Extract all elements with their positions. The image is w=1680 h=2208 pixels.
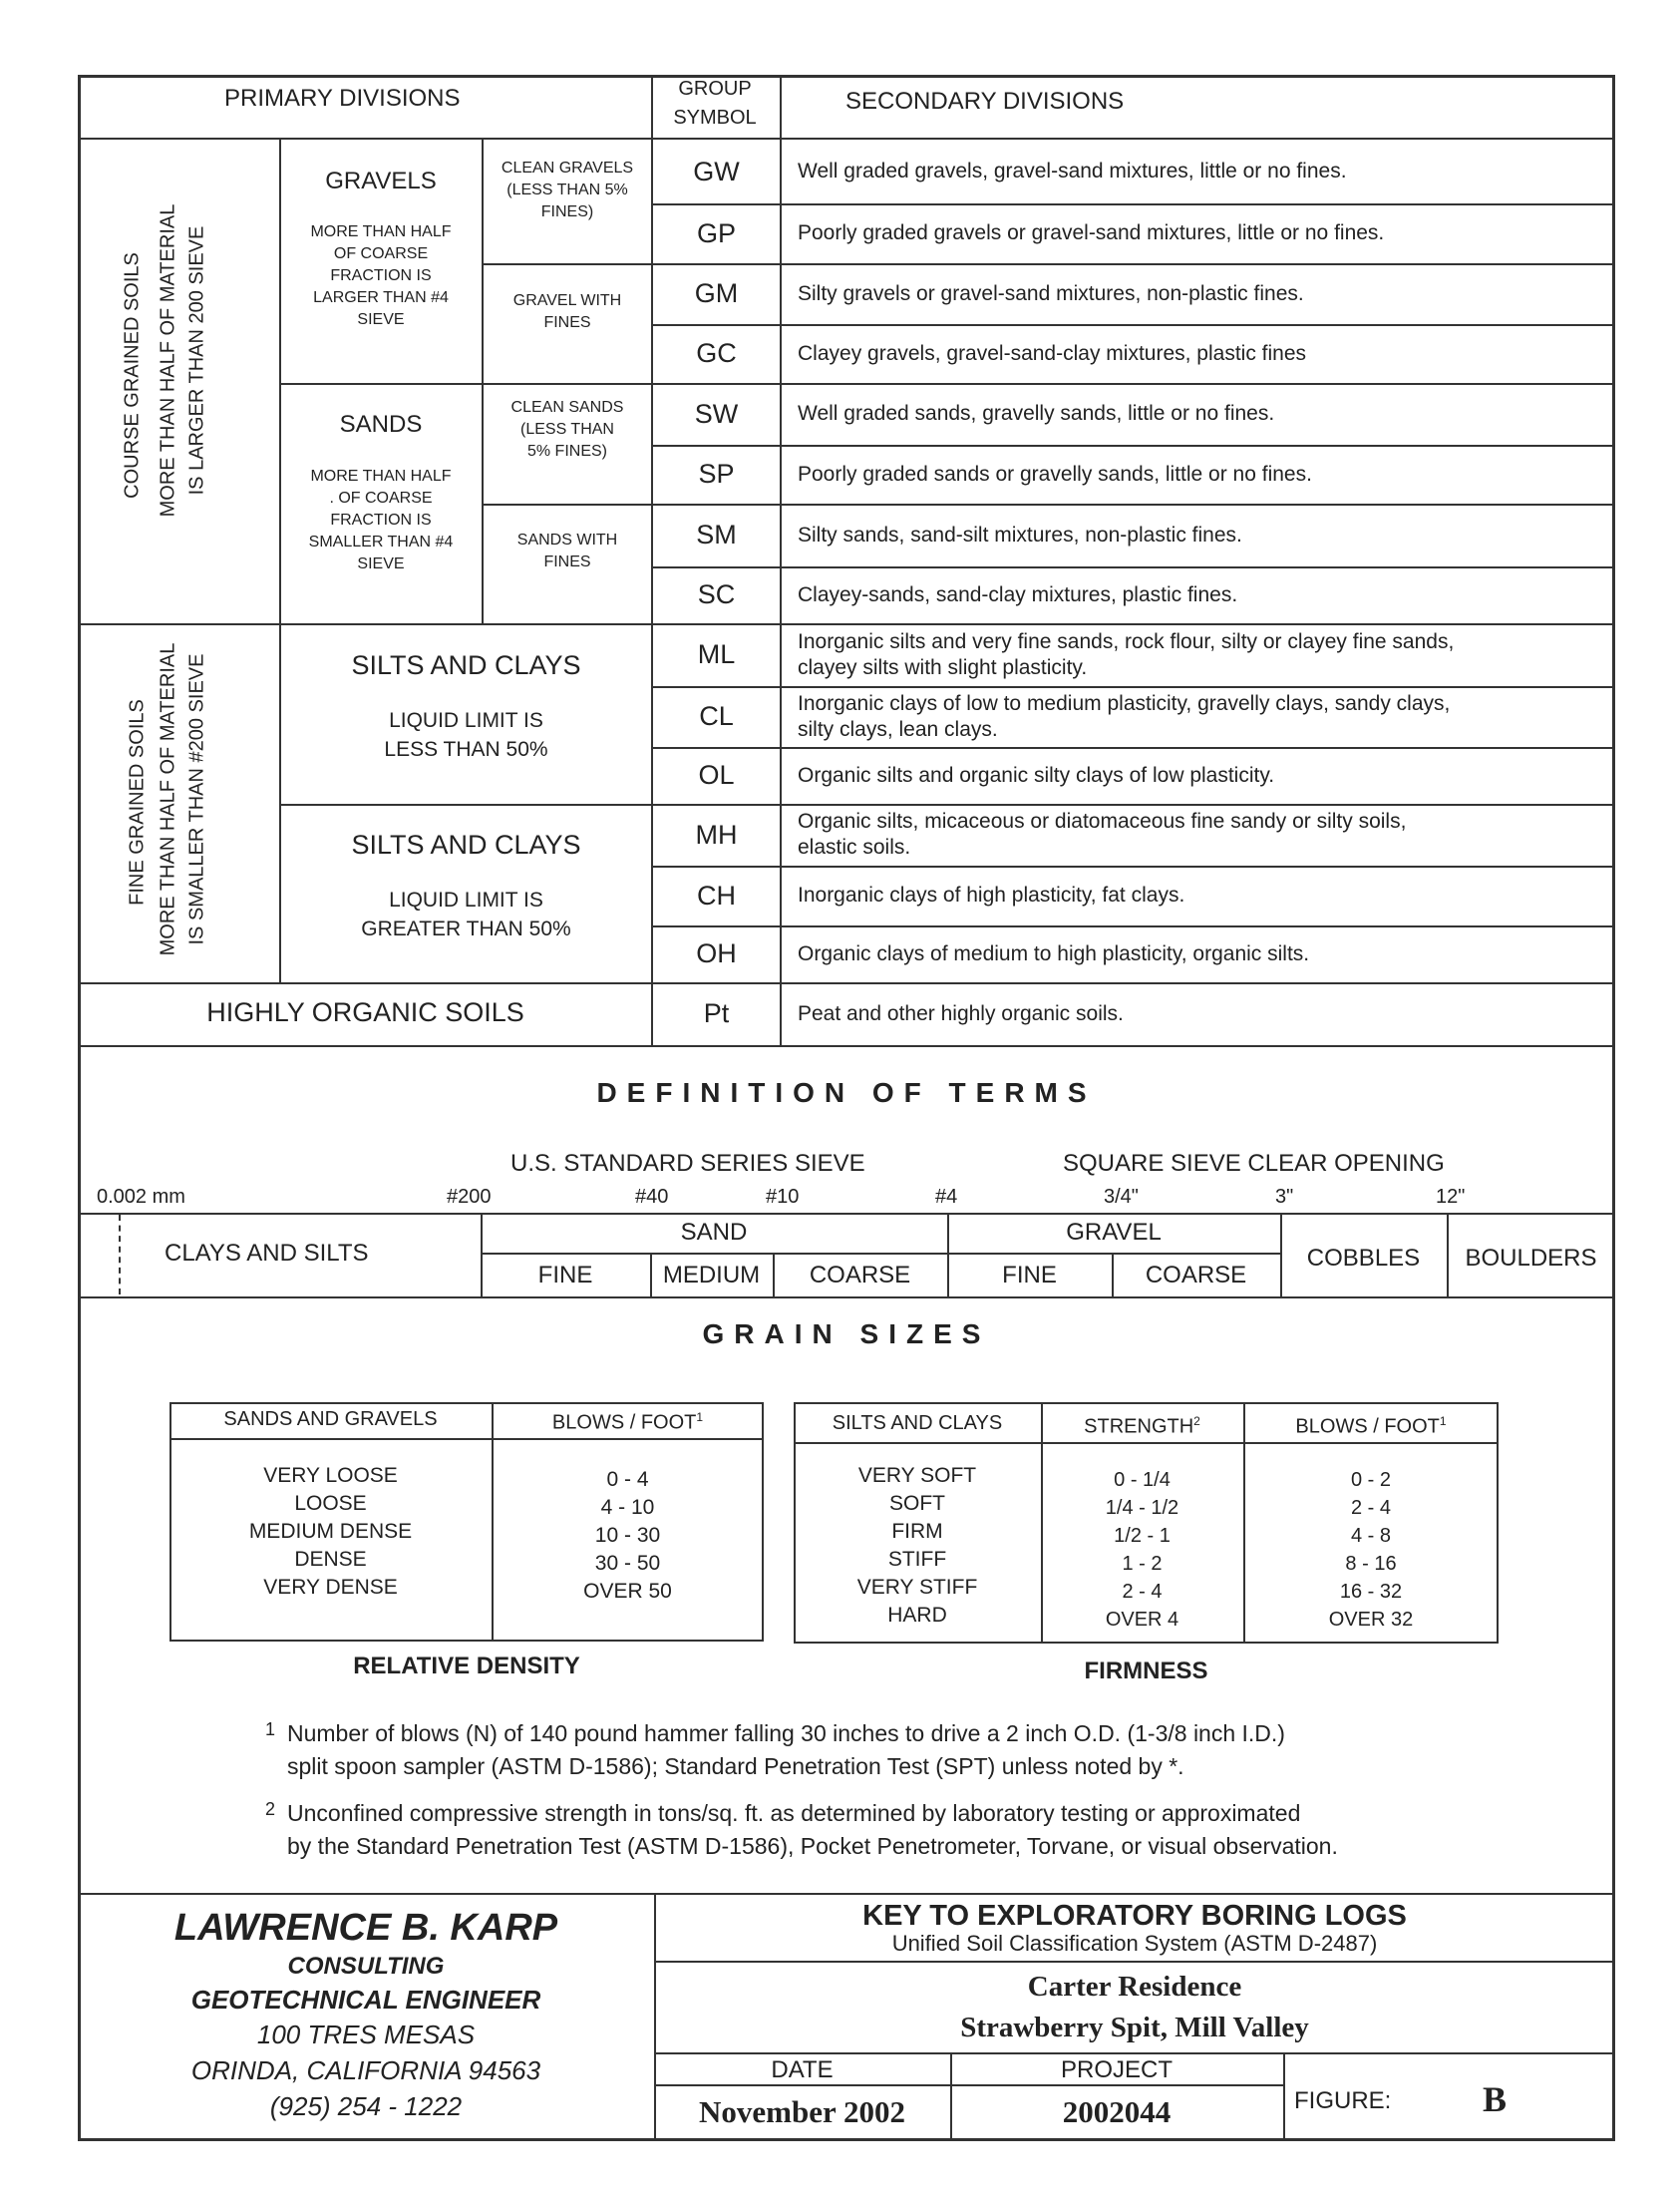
engineer-address: 100 TRES MESAS	[256, 2020, 476, 2049]
coarse-sub-1: MORE THAN HALF OF MATERIAL	[157, 203, 179, 518]
gravel-fine: FINE	[1002, 1262, 1057, 1288]
secondary-division-desc: Organic silts, micaceous or diatomaceous fine sandy or silty soils, elastic soils.	[798, 810, 1407, 859]
boulders-label: BOULDERS	[1465, 1245, 1597, 1272]
date-label: DATE	[771, 2056, 834, 2083]
project-label: PROJECT	[1060, 2056, 1173, 2083]
secondary-division-desc: Inorganic clays of high plasticity, fat clays.	[798, 884, 1185, 907]
firmness-header-strength: STRENGTH$^2$	[1084, 1414, 1200, 1438]
clean-gravels: CLEAN GRAVELS (LESS THAN 5% FINES)	[501, 160, 634, 220]
group-symbol: Pt	[703, 998, 730, 1028]
footnote-2: 2 Unconfined compressive strength in tons/sq. ft. as determined by laboratory testing or approximated by the Standard Penetration Test (ASTM D-1586), Pocket Penetrometer, Torvane, or visual observation.	[265, 1799, 1338, 1859]
engineer-block	[80, 1905, 652, 2124]
firmness-header-blows: BLOWS / FOOT$^1$	[1295, 1414, 1447, 1438]
fine-sub-1: MORE THAN HALF OF MATERIAL	[157, 642, 179, 956]
coarse-grained-label: COURSE GRAINED SOILS	[121, 252, 144, 499]
gravel-label: GRAVEL	[1066, 1219, 1162, 1246]
group-symbol-header-1: GROUP	[678, 78, 752, 100]
group-symbol: MH	[695, 820, 738, 850]
firmness-labels: VERY SOFT SOFT FIRM STIFF VERY STIFF HARD	[856, 1464, 978, 1627]
highly-organic-soils: HIGHLY ORGANIC SOILS	[206, 997, 524, 1027]
sand-fine: FINE	[537, 1262, 593, 1288]
group-symbol-header-2: SYMBOL	[673, 107, 757, 129]
secondary-division-desc: Clayey gravels, gravel-sand-clay mixtures, plastic fines	[798, 342, 1307, 365]
group-symbol: GC	[696, 338, 737, 368]
project-name: Carter Residence	[1027, 1971, 1242, 2003]
group-symbol: OH	[696, 938, 737, 968]
firmness-blows: 0 - 2 2 - 4 4 - 8 8 - 16 16 - 32 OVER 32	[1328, 1469, 1414, 1631]
gravel-coarse: COARSE	[1145, 1262, 1247, 1288]
us-standard-sieve-label: U.S. STANDARD SERIES SIEVE	[510, 1150, 865, 1177]
mark-12: 12"	[1436, 1186, 1466, 1208]
mark-3: 3"	[1275, 1186, 1294, 1208]
primary-divisions-header: PRIMARY DIVISIONS	[224, 85, 461, 112]
project-location: Strawberry Spit, Mill Valley	[960, 2012, 1309, 2043]
engineer-line2: GEOTECHNICAL ENGINEER	[190, 1985, 541, 2015]
figure-value: B	[1483, 2079, 1508, 2119]
density-labels: VERY LOOSE LOOSE MEDIUM DENSE DENSE VERY DENSE	[248, 1464, 413, 1599]
grain-sizes-title: GRAIN SIZES	[702, 1318, 991, 1349]
density-header-blows: BLOWS / FOOT$^1$	[551, 1410, 704, 1434]
footnote-1: 1 Number of blows (N) of 140 pound hammer falling 30 inches to drive a 2 inch O.D. (1-3/8 inch I.D.) split spoon sampler (ASTM D-1586); Standard Penetration Test (SPT) unless noted by *.	[265, 1719, 1285, 1779]
fine-grained-label: FINE GRAINED SOILS	[126, 699, 149, 906]
sands-with-fines: SANDS WITH FINES	[516, 532, 618, 570]
secondary-division-desc: Organic clays of medium to high plasticity, organic silts.	[798, 942, 1310, 965]
silts-clays-low-title: SILTS AND CLAYS	[351, 650, 581, 680]
gravel-with-fines: GRAVEL WITH FINES	[512, 292, 622, 331]
silts-clays-high-title: SILTS AND CLAYS	[351, 830, 581, 860]
mark-0002mm: 0.002 mm	[97, 1186, 185, 1208]
fine-sub-2: IS SMALLER THAN #200 SIEVE	[185, 653, 208, 945]
secondary-division-desc: Well graded gravels, gravel-sand mixtures, little or no fines.	[798, 160, 1347, 183]
sand-medium: MEDIUM	[662, 1262, 761, 1288]
mark-10: #10	[766, 1186, 800, 1208]
report-subtitle: Unified Soil Classification System (ASTM D-2487)	[891, 1931, 1378, 1956]
report-title: KEY TO EXPLORATORY BORING LOGS	[862, 1900, 1407, 1932]
density-blows: 0 - 4 4 - 10 10 - 30 30 - 50 OVER 50	[583, 1468, 672, 1603]
clean-sands: CLEAN SANDS (LESS THAN 5% FINES)	[510, 399, 624, 460]
date-value: November 2002	[699, 2094, 905, 2129]
relative-density-caption: RELATIVE DENSITY	[353, 1653, 580, 1679]
firmness-header-silts: SILTS AND CLAYS	[832, 1412, 1003, 1434]
secondary-division-desc: Clayey-sands, sand-clay mixtures, plastic fines.	[798, 583, 1238, 606]
density-header-sands: SANDS AND GRAVELS	[223, 1408, 438, 1430]
group-symbol: SW	[694, 399, 739, 429]
group-symbol: GP	[696, 218, 736, 248]
sand-coarse: COARSE	[809, 1262, 911, 1288]
definition-of-terms-title: DEFINITION OF TERMS	[596, 1077, 1097, 1108]
sands-desc: MORE THAN HALF . OF COARSE FRACTION IS SMALLER THAN #4 SIEVE	[308, 468, 454, 572]
mark-3-4: 3/4"	[1104, 1186, 1139, 1208]
sand-label: SAND	[680, 1219, 748, 1246]
mark-40: #40	[635, 1186, 669, 1208]
group-symbol: ML	[697, 639, 736, 669]
square-sieve-label: SQUARE SIEVE CLEAR OPENING	[1063, 1150, 1445, 1177]
silts-clays-high-desc: LIQUID LIMIT IS GREATER THAN 50%	[361, 889, 571, 940]
group-symbol: CH	[697, 881, 736, 911]
secondary-division-desc: Peat and other highly organic soils.	[798, 1002, 1124, 1025]
engineer-phone: (925) 254 - 1222	[269, 2091, 463, 2121]
silts-clays-low-desc: LIQUID LIMIT IS LESS THAN 50%	[384, 709, 548, 761]
project-number: 2002044	[1062, 2094, 1172, 2129]
cobbles-label: COBBLES	[1306, 1245, 1421, 1272]
group-symbol: GW	[693, 157, 740, 186]
secondary-division-desc: Inorganic clays of low to medium plasticity, gravelly clays, sandy clays, silty clays, lean clays.	[798, 692, 1451, 741]
group-symbol: SM	[696, 520, 737, 550]
group-symbol: SP	[698, 459, 735, 489]
engineer-line1: CONSULTING	[287, 1953, 445, 1980]
group-symbol: OL	[698, 760, 735, 790]
secondary-division-desc: Organic silts and organic silty clays of low plasticity.	[798, 764, 1275, 787]
firmness-caption: FIRMNESS	[1084, 1657, 1208, 1684]
secondary-division-desc: Inorganic silts and very fine sands, rock flour, silty or clayey fine sands, clayey silts with slight plasticity.	[798, 630, 1455, 679]
secondary-division-desc: Silty gravels or gravel-sand mixtures, non-plastic fines.	[798, 282, 1304, 305]
engineer-city: ORINDA, CALIFORNIA 94563	[190, 2055, 541, 2085]
secondary-division-desc: Well graded sands, gravelly sands, little or no fines.	[798, 402, 1275, 425]
gravels-desc: MORE THAN HALF OF COARSE FRACTION IS LARGER THAN #4 SIEVE	[310, 223, 452, 328]
clays-and-silts: CLAYS AND SILTS	[165, 1240, 369, 1267]
coarse-sub-2: IS LARGER THAN 200 SIEVE	[185, 225, 208, 496]
secondary-division-desc: Poorly graded gravels or gravel-sand mixtures, little or no fines.	[798, 221, 1385, 244]
secondary-divisions-header: SECONDARY DIVISIONS	[845, 88, 1125, 115]
mark-4: #4	[935, 1186, 958, 1208]
mark-200: #200	[447, 1186, 492, 1208]
secondary-division-desc: Poorly graded sands or gravelly sands, little or no fines.	[798, 463, 1312, 486]
figure-label: FIGURE:	[1294, 2087, 1392, 2114]
group-symbol: SC	[697, 579, 736, 609]
secondary-division-desc: Silty sands, sand-silt mixtures, non-plastic fines.	[798, 524, 1242, 547]
sands-title: SANDS	[339, 411, 423, 438]
group-symbol: GM	[694, 278, 739, 308]
group-symbol: CL	[699, 701, 734, 731]
gravels-title: GRAVELS	[325, 168, 437, 194]
engineer-name: LAWRENCE B. KARP	[173, 1907, 558, 1949]
firmness-strength: 0 - 1/4 1/4 - 1/2 1/2 - 1 1 - 2 2 - 4 OVER 4	[1105, 1469, 1179, 1631]
